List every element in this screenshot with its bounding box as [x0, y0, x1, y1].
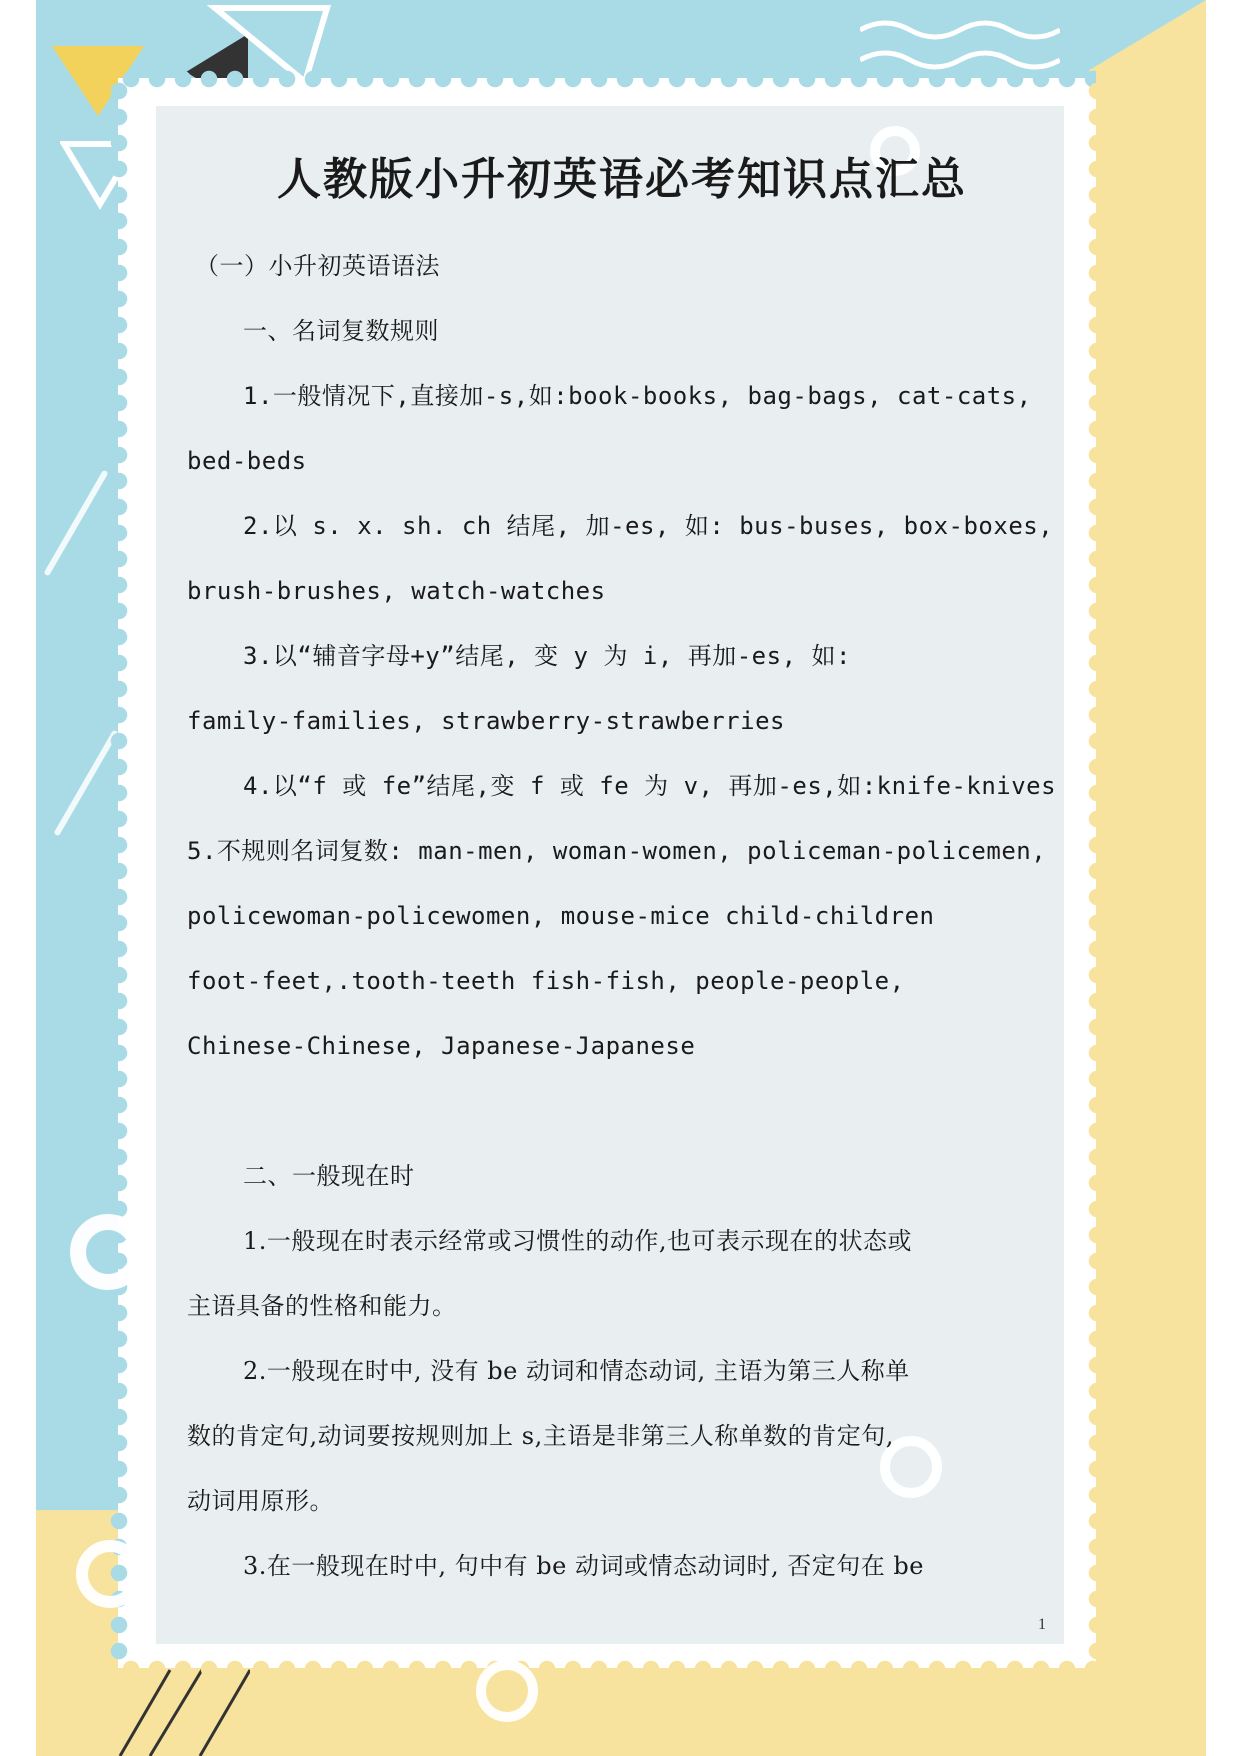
document-body [187, 140, 1057, 1599]
present1-line1: 1.一般现在时表示经常或习惯性的动作,也可表示现在的状态或 [243, 1227, 913, 1255]
decor-ring [70, 1214, 146, 1290]
rule5-line2: policewoman-policewomen, mouse-mice child-children [187, 902, 935, 930]
present2-line1: 2.一般现在时中, 没有 be 动词和情态动词, 主语为第三人称单 [243, 1357, 910, 1385]
rule3-line1: 3.以“辅音字母+y”结尾, 变 y 为 i, 再加-es, 如: [243, 642, 851, 670]
rule3-line2: family-families, strawberry-strawberries [187, 707, 785, 735]
stamp-perforation-top [118, 70, 1096, 88]
document-title: 人教版小升初英语必考知识点汇总 [277, 154, 967, 205]
present1-line2: 主语具备的性格和能力。 [187, 1292, 457, 1320]
rule1-line1: 1.一般情况下,直接加-s,如:book-books, bag-bags, cat-cats, [243, 382, 1032, 410]
section-heading: （一）小升初英语语法 [195, 252, 440, 280]
rule5-line4: Chinese-Chinese, Japanese-Japanese [187, 1032, 696, 1060]
stamp-perforation-bottom [118, 1660, 1096, 1678]
rule1-line2: bed-beds [187, 447, 307, 475]
rule5-line1: 5.不规则名词复数: man-men, woman-women, policeman-policemen, [187, 837, 1047, 865]
present3-line1: 3.在一般现在时中, 句中有 be 动词或情态动词时, 否定句在 be [243, 1552, 924, 1580]
decor-stripe [53, 730, 118, 837]
decor-ring [476, 1660, 538, 1722]
rule4-line1: 4.以“f 或 fe”结尾,变 f 或 fe 为 v, 再加-es,如:knife-knives [243, 772, 1057, 800]
rule2-line2: brush-brushes, watch-watches [187, 577, 606, 605]
rule5-line3: foot-feet,.tooth-teeth fish-fish, people-people, [187, 967, 905, 995]
sub-heading-present-tense: 二、一般现在时 [243, 1162, 415, 1190]
present2-line3: 动词用原形。 [187, 1487, 334, 1515]
rule2-line1: 2.以 s. x. sh. ch 结尾, 加-es, 如: bus-buses, box-boxes, [243, 512, 1054, 540]
page-number: 1 [1038, 1616, 1046, 1633]
decor-ring [76, 1540, 144, 1608]
sub-heading-plural: 一、名词复数规则 [243, 317, 439, 345]
present2-line2: 数的肯定句,动词要按规则加上 s,主语是非第三人称单数的肯定句, [187, 1422, 894, 1450]
stamp-perforation-right [1088, 78, 1106, 1668]
stamp-perforation-left [110, 78, 128, 1668]
decor-stripe [43, 470, 108, 577]
